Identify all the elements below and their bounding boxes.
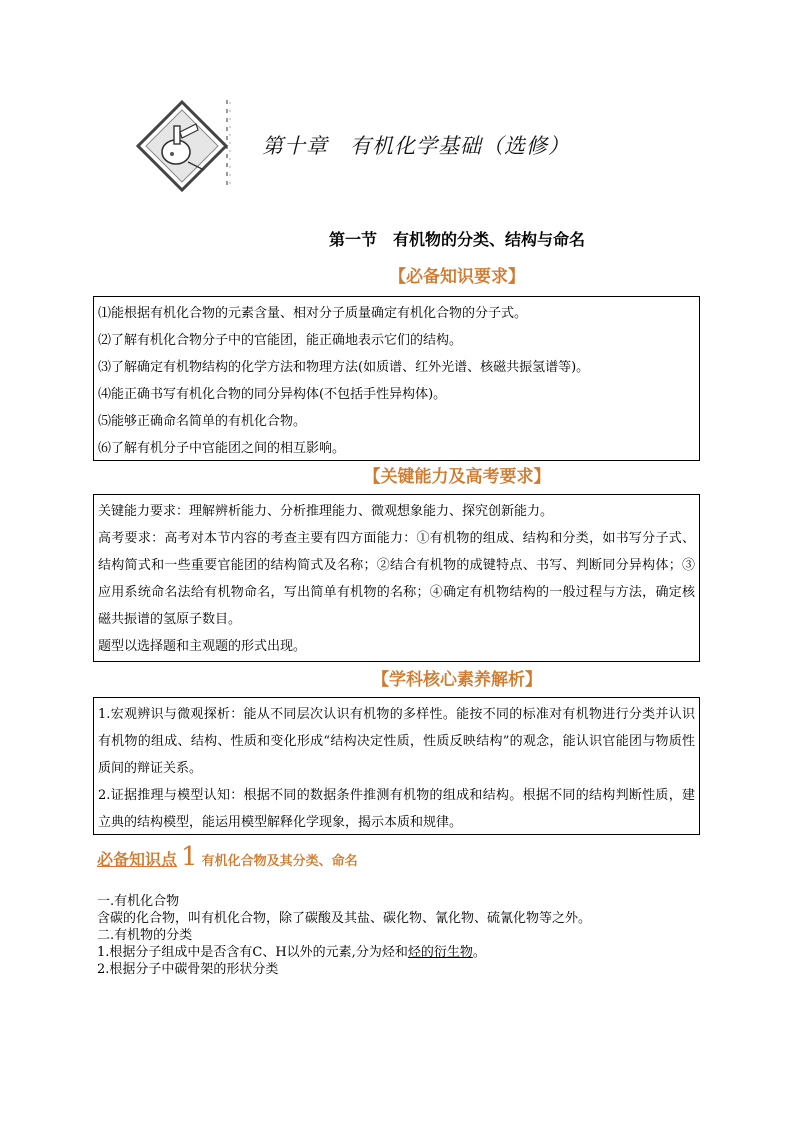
classification-by-skeleton: 2.根据分子中碳骨架的形状分类	[97, 962, 279, 977]
heading-organic-compound: 一.有机化合物	[97, 894, 180, 909]
requirement-line: ⑸能够正确命名简单的有机化合物。	[98, 414, 307, 429]
decorative-dashed-rule	[224, 100, 232, 190]
organic-compound-definition: 含碳的化合物，叫有机化合物，除了碳酸及其盐、碳化物、氰化物、硫氰化物等之外。	[97, 911, 592, 926]
knowledge-point-title: 有机化合物及其分类、命名	[201, 854, 358, 869]
ability-paragraph: 关键能力要求：理解辨析能力、分析推理能力、微观想象能力、探究创新能力。	[98, 504, 554, 519]
heading-classification: 二.有机物的分类	[97, 928, 193, 943]
core-literacy-box	[93, 697, 700, 835]
literacy-item: 2.证据推理与模型认知：根据不同的数据条件推测有机物的组成和结构。根据不同的结构判断性质，建立典的结构模型，能运用模型解释化学现象，揭示本质和规律。	[98, 788, 695, 830]
literacy-item: 1.宏观辨识与微观探析：能从不同层次认识有机物的多样性。能按不同的标准对有机物进行分类并认识有机物的组成、结构、性质和变化形成“结构决定性质，性质反映结构”的观念，能认识官能团与物质性质间的辩证关系。	[98, 707, 695, 776]
format-paragraph: 题型以选择题和主观题的形式出现。	[98, 639, 307, 654]
section-title: 第一节 有机物的分类、结构与命名	[328, 230, 585, 249]
body-text	[97, 893, 707, 978]
requirement-line: ⑴能根据有机化合物的元素含量、相对分子质量确定有机化合物的分子式。	[98, 306, 528, 321]
requirement-line: ⑵了解有机化合物分子中的官能团，能正确地表示它们的结构。	[98, 333, 463, 348]
exam-paragraph: 高考要求：高考对本节内容的考查主要有四方面能力：①有机物的组成、结构和分类，如书写分子式、结构简式和一些重要官能团的结构简式及名称；②结合有机物的成键特点、书写、判断同分异构体；③应用系统命名法给有机物命名，写出简单有机物的名称；④确定有机物结构的一般过程与方法，确定核磁共振谱的氢原子数目。	[98, 531, 695, 627]
chapter-title: 第十章 有机化学基础（选修）	[262, 134, 570, 158]
key-ability-box	[93, 494, 700, 662]
hydrocarbon-derivative-term: 烃的衍生物	[407, 945, 473, 960]
key-ability-heading: 【关键能力及高考要求】	[363, 467, 551, 487]
knowledge-point-heading	[97, 842, 358, 872]
knowledge-point-number: 1	[181, 842, 198, 872]
required-knowledge-box	[93, 296, 700, 461]
core-literacy-heading: 【学科核心素养解析】	[372, 670, 542, 690]
chapter-logo	[136, 100, 228, 192]
required-knowledge-heading: 【必备知识要求】	[389, 267, 525, 287]
requirement-line: ⑹了解有机分子中官能团之间的相互影响。	[98, 441, 346, 456]
requirement-line: ⑷能正确书写有机化合物的同分异构体(不包括手性异构体)。	[98, 387, 447, 402]
classification-by-composition: 1.根据分子组成中是否含有C、H以外的元素,分为烃和烃的衍生物。	[97, 945, 486, 960]
requirement-line: ⑶了解确定有机物结构的化学方法和物理方法(如质谱、红外光谱、核磁共振氢谱等)。	[98, 360, 590, 375]
knowledge-point-label: 必备知识点	[97, 850, 178, 869]
